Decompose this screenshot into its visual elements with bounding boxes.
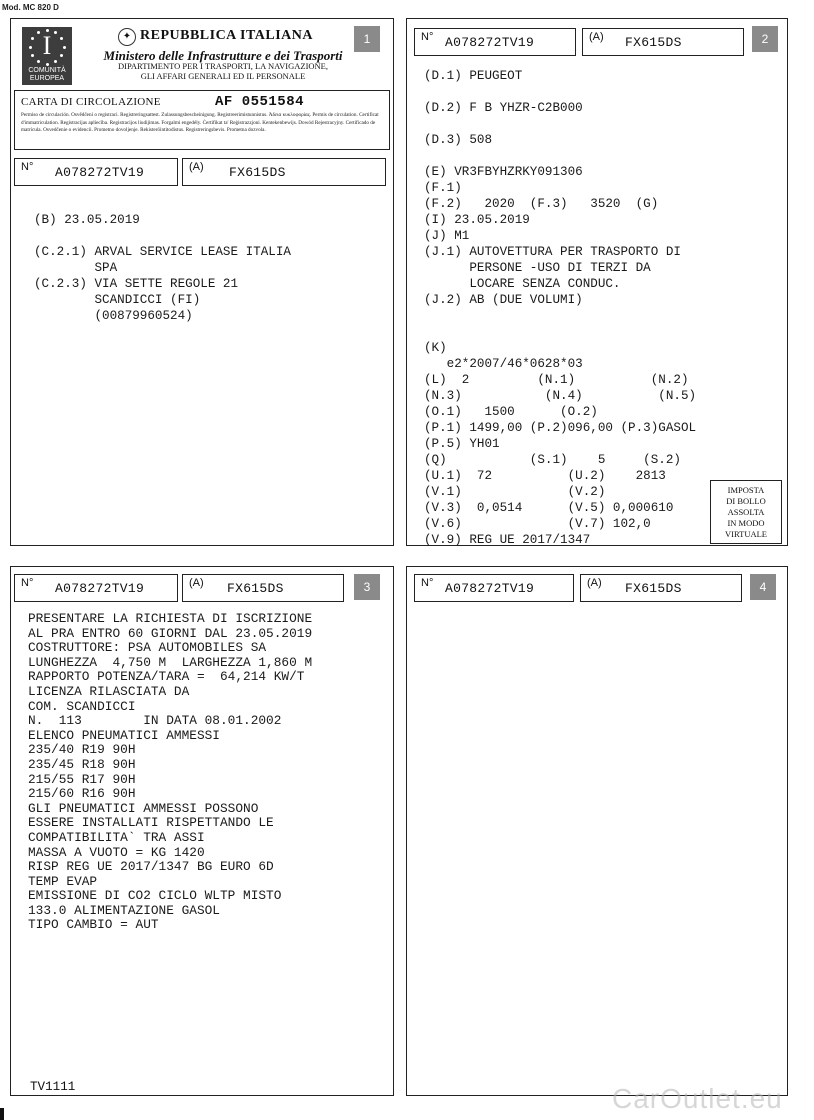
a-label: (A) bbox=[587, 577, 602, 589]
note-line: 215/55 R17 90H bbox=[28, 771, 136, 787]
a-value: FX615DS bbox=[227, 581, 284, 596]
field-line: (F.2) 2020 (F.3) 3520 (G) bbox=[424, 197, 659, 211]
note-line: LUNGHEZZA 4,750 M LARGHEZZA 1,860 M bbox=[28, 654, 313, 670]
field-line: (N.3) (N.4) (N.5) bbox=[424, 389, 697, 403]
panel-3-a-box bbox=[182, 574, 344, 602]
footer-code: TV1111 bbox=[30, 1080, 76, 1094]
field-line: (D.2) F B YHZR-C2B000 bbox=[424, 101, 583, 115]
panel-2-fields bbox=[424, 68, 696, 548]
panel-4 bbox=[406, 566, 788, 1096]
field-line bbox=[34, 228, 291, 244]
tax-stamp: IMPOSTA DI BOLLO ASSOLTA IN MODO VIRTUALE bbox=[710, 480, 782, 544]
a-value: FX615DS bbox=[625, 581, 682, 596]
field-line: (I) 23.05.2019 bbox=[424, 213, 530, 227]
field-line: (V.6) (V.7) 102,0 bbox=[424, 517, 651, 531]
n-label: N° bbox=[21, 577, 34, 589]
n-value: A078272TV19 bbox=[55, 581, 145, 596]
note-line: RAPPORTO POTENZA/TARA = 64,214 KW/T bbox=[28, 669, 305, 685]
field-line: (U.1) 72 (U.2) 2813 bbox=[424, 469, 666, 483]
field-line: (J.2) AB (DUE VOLUMI) bbox=[424, 293, 583, 307]
field-line: (J.1) AUTOVETTURA PER TRASPORTO DI bbox=[424, 245, 681, 259]
field-line bbox=[424, 308, 696, 324]
field-line bbox=[424, 84, 696, 100]
a-value: FX615DS bbox=[229, 165, 286, 180]
panel-2-a-box bbox=[582, 28, 744, 56]
eu-star-icon bbox=[31, 54, 34, 57]
note-line: AL PRA ENTRO 60 GIORNI DAL 23.05.2019 bbox=[28, 625, 313, 641]
note-line: LICENZA RILASCIATA DA bbox=[28, 683, 190, 699]
eu-emblem bbox=[22, 27, 72, 85]
field-line bbox=[424, 324, 696, 340]
field-line: (O.1) 1500 (O.2) bbox=[424, 405, 598, 419]
eu-star-icon bbox=[46, 63, 49, 66]
eu-star-icon bbox=[46, 29, 49, 32]
note-line: ELENCO PNEUMATICI AMMESSI bbox=[28, 727, 220, 743]
note-line: 235/45 R18 90H bbox=[28, 756, 136, 772]
eu-label: COMUNITÀ EUROPEA bbox=[28, 67, 66, 82]
a-label: (A) bbox=[589, 31, 604, 43]
field-line: (D.1) PEUGEOT bbox=[424, 69, 523, 83]
field-line: (V.3) 0,0514 (V.5) 0,000610 bbox=[424, 501, 674, 515]
field-line: (E) VR3FBYHZRKY091306 bbox=[424, 165, 583, 179]
note-line: TIPO CAMBIO = AUT bbox=[28, 917, 159, 933]
eu-star-icon bbox=[63, 46, 66, 49]
field-line: (00879960524) bbox=[34, 309, 193, 323]
note-line: 215/60 R16 90H bbox=[28, 786, 136, 802]
note-line: COSTRUTTORE: PSA AUTOMOBILES SA bbox=[28, 640, 267, 656]
field-line: SCANDICCI (FI) bbox=[34, 293, 201, 307]
field-line: (V.1) (V.2) bbox=[424, 485, 606, 499]
department-title: DIPARTIMENTO PER I TRASPORTI, LA NAVIGAZIONE, GLI AFFARI GENERALI ED IL PERSONALE bbox=[118, 61, 328, 81]
field-line: (V.9) REG UE 2017/1347 bbox=[424, 533, 591, 547]
ministry-title: Ministero delle Infrastrutture e dei Trasporti bbox=[103, 48, 343, 63]
eu-star-icon bbox=[54, 60, 57, 63]
note-line: PRESENTARE LA RICHIESTA DI ISCRIZIONE bbox=[28, 611, 313, 626]
field-line: (L) 2 (N.1) (N.2) bbox=[424, 373, 689, 387]
note-line: GLI PNEUMATICI AMMESSI POSSONO bbox=[28, 800, 259, 816]
card-number: AF 0551584 bbox=[215, 94, 305, 110]
note-line: ESSERE INSTALLATI RISPETTANDO LE bbox=[28, 815, 274, 831]
eu-star-icon bbox=[37, 60, 40, 63]
field-line: (P.5) YH01 bbox=[424, 437, 500, 451]
eu-star-icon bbox=[31, 37, 34, 40]
registration-card-box bbox=[14, 90, 390, 150]
eu-star-icon bbox=[37, 31, 40, 34]
note-line: 133.0 ALIMENTAZIONE GASOL bbox=[28, 902, 220, 918]
n-value: A078272TV19 bbox=[55, 165, 145, 180]
panel-1-fields bbox=[34, 212, 291, 324]
panel-4-number: 4 bbox=[750, 574, 776, 600]
n-value: A078272TV19 bbox=[445, 581, 535, 596]
n-label: N° bbox=[21, 161, 34, 173]
field-line: (K) bbox=[424, 341, 447, 355]
card-label: CARTA DI CIRCOLAZIONE bbox=[21, 96, 161, 108]
note-line: TEMP EVAP bbox=[28, 873, 98, 889]
panel-2-number: 2 bbox=[752, 26, 778, 52]
note-line: N. 113 IN DATA 08.01.2002 bbox=[28, 713, 282, 729]
a-label: (A) bbox=[189, 161, 204, 173]
field-line: (P.1) 1499,00 (P.2)096,00 (P.3)GASOL bbox=[424, 421, 697, 435]
n-value: A078272TV19 bbox=[445, 35, 535, 50]
form-code: Mod. MC 820 D bbox=[2, 3, 59, 12]
panel-4-a-box bbox=[580, 574, 742, 602]
country-title: REPUBBLICA ITALIANA bbox=[140, 28, 313, 43]
field-line: (J) M1 bbox=[424, 229, 470, 243]
a-label: (A) bbox=[189, 577, 204, 589]
n-label: N° bbox=[421, 577, 434, 589]
field-line: PERSONE -USO DI TERZI DA bbox=[424, 261, 651, 275]
field-line: (B) 23.05.2019 bbox=[34, 213, 140, 227]
republic-emblem-icon: ✦ bbox=[118, 28, 136, 46]
panel-3-notes bbox=[28, 612, 312, 933]
corner-mark bbox=[0, 1108, 4, 1120]
panel-4-n-box bbox=[414, 574, 574, 602]
eu-star-icon bbox=[54, 31, 57, 34]
field-line bbox=[424, 148, 696, 164]
a-value: FX615DS bbox=[625, 35, 682, 50]
note-line: EMISSIONE DI CO2 CICLO WLTP MISTO bbox=[28, 888, 282, 904]
card-translations: Permiso de circulación. Osvědčení o registraci. Registreringsattest. Zulassungsbescheinigung. Registreerimistunnistus. Άδεια κυκλοφορίας. Permis de circulation. Certificat d'immatriculation. Registracijas apliecība. Registracijos liudijimas. Forgalmi engedély. Ċertifikat ta' Reġistrazzjoni. Kentekenbewijs. Dowód Rejestracyjny. Certificado de matrícula. Osvedčenie o evidencii. Prometno dovoljenje. Rekisteröintitodistus. Registreringsbevis. Prometna dozvola. bbox=[21, 112, 379, 133]
panel-2-n-box bbox=[414, 28, 576, 56]
field-line: e2*2007/46*0628*03 bbox=[424, 357, 583, 371]
note-line: MASSA A VUOTO = KG 1420 bbox=[28, 844, 205, 860]
panel-1-a-box bbox=[182, 158, 386, 186]
field-line: (Q) (S.1) 5 (S.2) bbox=[424, 453, 681, 467]
panel-3-number: 3 bbox=[354, 574, 380, 600]
panel-1-number: 1 bbox=[354, 26, 380, 52]
watermark: CarOutlet.eu bbox=[612, 1083, 783, 1114]
field-line: (C.2.1) ARVAL SERVICE LEASE ITALIA bbox=[34, 245, 291, 259]
panel-3-n-box bbox=[14, 574, 178, 602]
field-line: LOCARE SENZA CONDUC. bbox=[424, 277, 621, 291]
n-label: N° bbox=[421, 31, 434, 43]
field-line bbox=[424, 116, 696, 132]
field-line: (C.2.3) VIA SETTE REGOLE 21 bbox=[34, 277, 239, 291]
field-line: (F.1) bbox=[424, 181, 462, 195]
eu-star-icon bbox=[29, 46, 32, 49]
note-line: RISP REG UE 2017/1347 BG EURO 6D bbox=[28, 859, 274, 875]
note-line: COM. SCANDICCI bbox=[28, 698, 136, 714]
panel-1-n-box bbox=[14, 158, 178, 186]
field-line: SPA bbox=[34, 261, 118, 275]
note-line: COMPATIBILITA` TRA ASSI bbox=[28, 829, 205, 845]
field-line: (D.3) 508 bbox=[424, 133, 493, 147]
eu-roman-numeral: I bbox=[42, 31, 52, 60]
note-line: 235/40 R19 90H bbox=[28, 742, 136, 758]
